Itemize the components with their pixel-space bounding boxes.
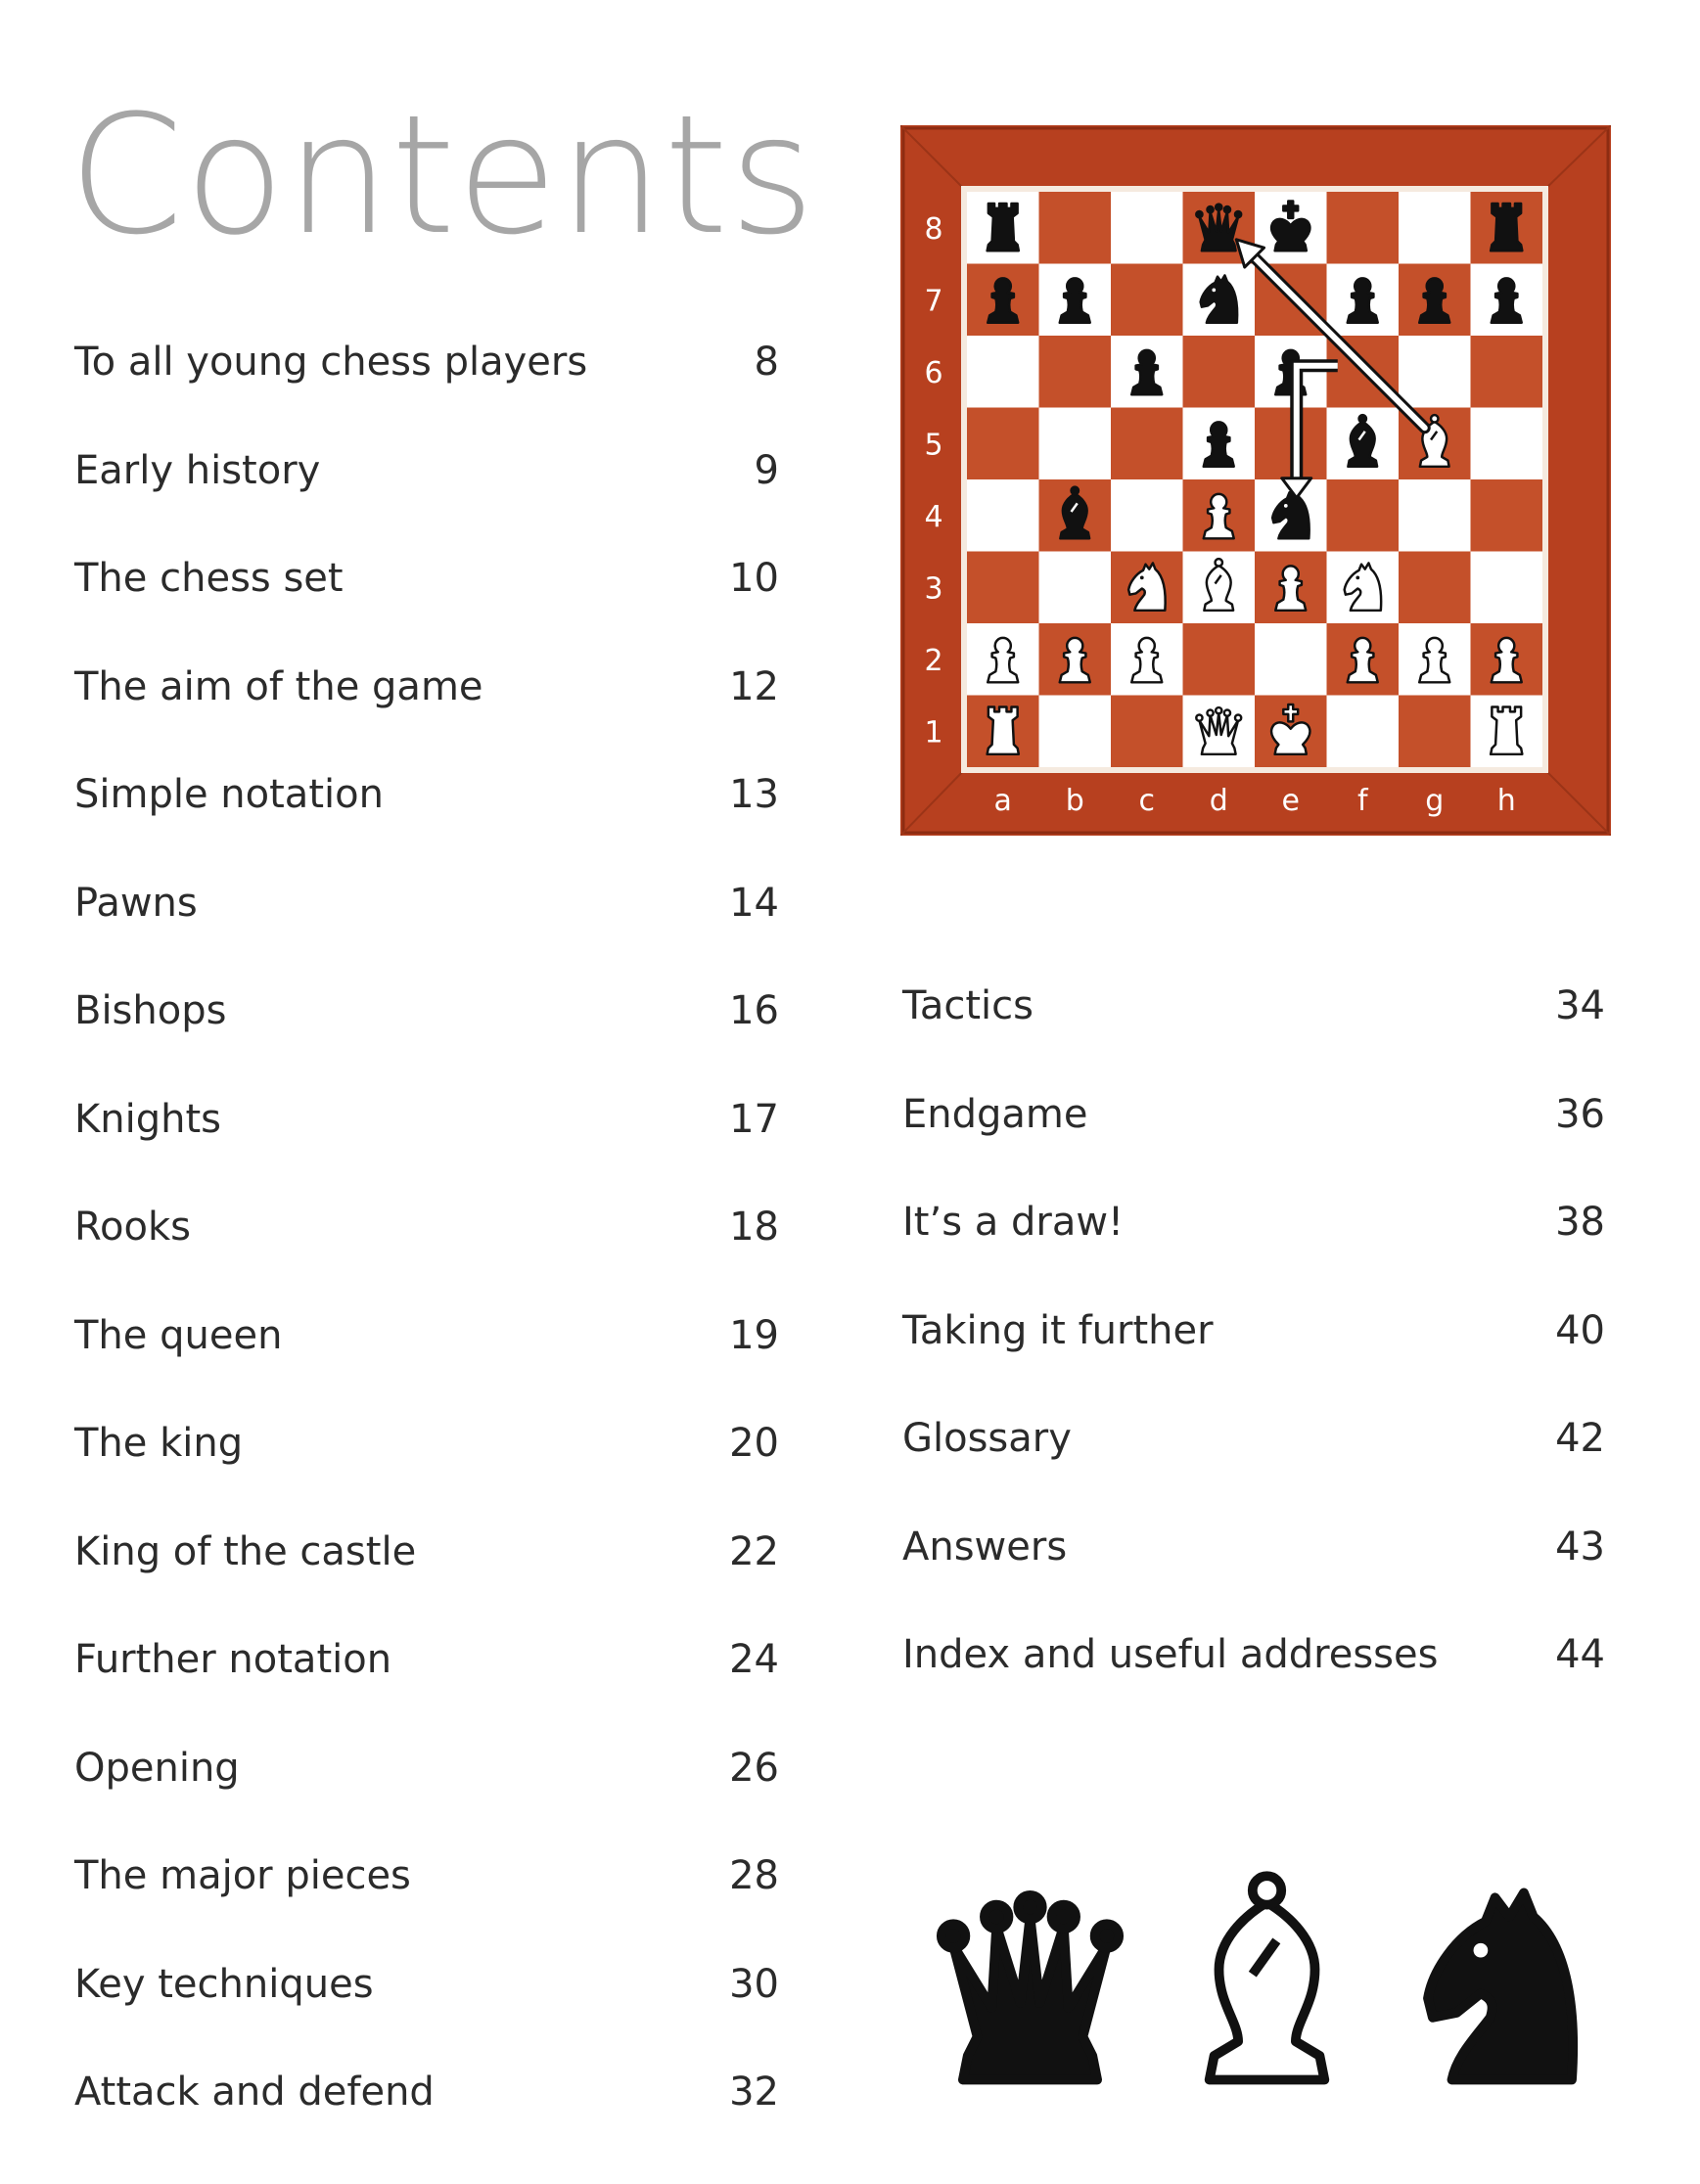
toc-entry	[74, 1523, 779, 1581]
toc-entry-page-number: 32	[729, 2070, 779, 2115]
toc-entry-page-number: 28	[729, 1853, 779, 1898]
toc-entry-label: The king	[74, 1421, 244, 1466]
file-label: h	[1496, 784, 1516, 818]
toc-entry	[74, 1306, 779, 1365]
rank-label: 6	[924, 355, 943, 390]
file-label: c	[1138, 784, 1155, 818]
board-square-c1	[1111, 696, 1183, 768]
toc-entry-label: Key techniques	[74, 1961, 374, 2007]
board-square-c4	[1111, 479, 1183, 552]
toc-entry	[74, 2063, 779, 2121]
toc-entry	[74, 658, 779, 716]
board-square-f8	[1327, 192, 1400, 264]
toc-entry-page-number: 14	[729, 880, 779, 926]
knight-icon	[1428, 1892, 1573, 2079]
toc-entry	[902, 1085, 1605, 1144]
board-square-d6	[1183, 336, 1256, 408]
board-square-b1	[1039, 696, 1112, 768]
file-label: a	[993, 784, 1012, 818]
board-square-g8	[1399, 192, 1471, 264]
toc-entry-page-number: 20	[729, 1421, 779, 1466]
board-square-d2	[1183, 623, 1256, 696]
board-square-h3	[1471, 552, 1543, 624]
toc-entry-page-number: 18	[729, 1205, 779, 1250]
board-square-c8	[1111, 192, 1183, 264]
toc-entry-page-number: 22	[729, 1528, 779, 1574]
file-label: e	[1281, 784, 1300, 818]
board-square-h6	[1471, 336, 1543, 408]
white-rook-piece	[1491, 706, 1522, 753]
toc-entry-page-number: 16	[729, 988, 779, 1033]
page-title: Contents	[69, 79, 816, 271]
chessboard	[900, 125, 1611, 836]
toc-entry-page-number: 36	[1555, 1091, 1605, 1137]
toc-entry-label: Endgame	[902, 1091, 1088, 1137]
board-square-b8	[1039, 192, 1112, 264]
toc-entry-label: Pawns	[74, 880, 198, 926]
toc-entry	[902, 1193, 1605, 1251]
toc-entry-page-number: 43	[1555, 1524, 1605, 1570]
toc-entry	[902, 977, 1605, 1035]
toc-entry-label: King of the castle	[74, 1528, 417, 1574]
rank-label: 7	[924, 284, 943, 319]
toc-entry-label: To all young chess players	[74, 340, 588, 385]
toc-entry	[74, 441, 779, 500]
toc-entry-page-number: 44	[1555, 1632, 1605, 1677]
rank-label: 4	[924, 499, 943, 534]
rank-label: 5	[924, 428, 943, 463]
board-square-g4	[1399, 479, 1471, 552]
chess-diagram	[900, 125, 1611, 836]
toc-entry-page-number: 30	[729, 1961, 779, 2007]
toc-entry	[74, 1090, 779, 1149]
bishop-icon	[1210, 1876, 1325, 2079]
toc-entry-page-number: 10	[729, 556, 779, 601]
toc-entry-label: It’s a draw!	[902, 1200, 1125, 1245]
decorative-pieces	[900, 1864, 1620, 2114]
toc-entry-label: Simple notation	[74, 772, 384, 817]
board-square-a6	[967, 336, 1039, 408]
black-rook-piece	[988, 204, 1019, 250]
toc-entry-page-number: 17	[729, 1096, 779, 1142]
toc-entry-label: Opening	[74, 1745, 240, 1791]
toc-entry-label: Attack and defend	[74, 2070, 435, 2115]
toc-entry	[902, 1409, 1605, 1468]
toc-entry-label: The queen	[74, 1312, 283, 1358]
toc-entry-page-number: 24	[729, 1637, 779, 1682]
board-square-f4	[1327, 479, 1400, 552]
toc-entry	[902, 1625, 1605, 1684]
file-label: b	[1065, 784, 1084, 818]
file-label: f	[1356, 784, 1368, 818]
board-square-a4	[967, 479, 1039, 552]
rank-label: 2	[924, 643, 943, 678]
toc-entry-page-number: 8	[754, 340, 779, 385]
toc-entry-page-number: 12	[729, 663, 779, 709]
toc-entry-page-number: 40	[1555, 1307, 1605, 1353]
toc-entry-label: Rooks	[74, 1205, 191, 1250]
toc-entry-label: Bishops	[74, 988, 227, 1033]
toc-entry	[74, 874, 779, 933]
toc-entry	[74, 1630, 779, 1689]
white-rook-piece	[988, 706, 1019, 753]
toc-entry	[74, 1955, 779, 2014]
decorative-pieces-art	[900, 1864, 1620, 2114]
board-square-g3	[1399, 552, 1471, 624]
board-square-c7	[1111, 264, 1183, 337]
toc-entry	[74, 549, 779, 608]
toc-entry	[74, 981, 779, 1040]
toc-entry	[902, 1301, 1605, 1360]
rank-label: 1	[924, 715, 943, 751]
toc-entry-page-number: 26	[729, 1745, 779, 1791]
toc-entry-label: Further notation	[74, 1637, 392, 1682]
toc-entry	[74, 1198, 779, 1256]
toc-entry	[74, 1414, 779, 1473]
rank-label: 3	[924, 571, 943, 607]
toc-entry-label: Early history	[74, 447, 321, 493]
queen-icon	[942, 1895, 1119, 2080]
toc-entry-label: Knights	[74, 1096, 221, 1142]
rank-label: 8	[924, 211, 943, 247]
board-square-c5	[1111, 408, 1183, 480]
toc-entry	[902, 1518, 1605, 1576]
toc-entry-label: Tactics	[902, 983, 1034, 1028]
board-square-a5	[967, 408, 1039, 480]
toc-entry-page-number: 34	[1555, 983, 1605, 1028]
toc-entry-page-number: 13	[729, 772, 779, 817]
file-label: g	[1425, 784, 1445, 818]
file-label: d	[1209, 784, 1228, 818]
toc-entry	[74, 1846, 779, 1905]
board-square-f1	[1327, 696, 1400, 768]
toc-entry-label: The major pieces	[74, 1853, 411, 1898]
board-square-b3	[1039, 552, 1112, 624]
toc-entry-page-number: 9	[754, 447, 779, 493]
board-square-b6	[1039, 336, 1112, 408]
toc-entry-label: Answers	[902, 1524, 1068, 1570]
board-square-b5	[1039, 408, 1112, 480]
toc-entry	[74, 333, 779, 391]
board-square-h5	[1471, 408, 1543, 480]
toc-entry	[74, 765, 779, 824]
toc-entry	[74, 1739, 779, 1797]
board-square-a3	[967, 552, 1039, 624]
black-rook-piece	[1491, 204, 1522, 250]
toc-entry-page-number: 42	[1555, 1416, 1605, 1461]
toc-entry-label: Taking it further	[902, 1307, 1214, 1353]
board-square-g1	[1399, 696, 1471, 768]
board-square-g6	[1399, 336, 1471, 408]
toc-entry-label: The aim of the game	[74, 663, 483, 709]
toc-entry-label: Glossary	[902, 1416, 1072, 1461]
toc-entry-label: Index and useful addresses	[902, 1632, 1439, 1677]
board-square-e2	[1255, 623, 1327, 696]
board-square-h4	[1471, 479, 1543, 552]
toc-entry-page-number: 19	[729, 1312, 779, 1358]
toc-entry-label: The chess set	[74, 556, 344, 601]
toc-entry-page-number: 38	[1555, 1200, 1605, 1245]
